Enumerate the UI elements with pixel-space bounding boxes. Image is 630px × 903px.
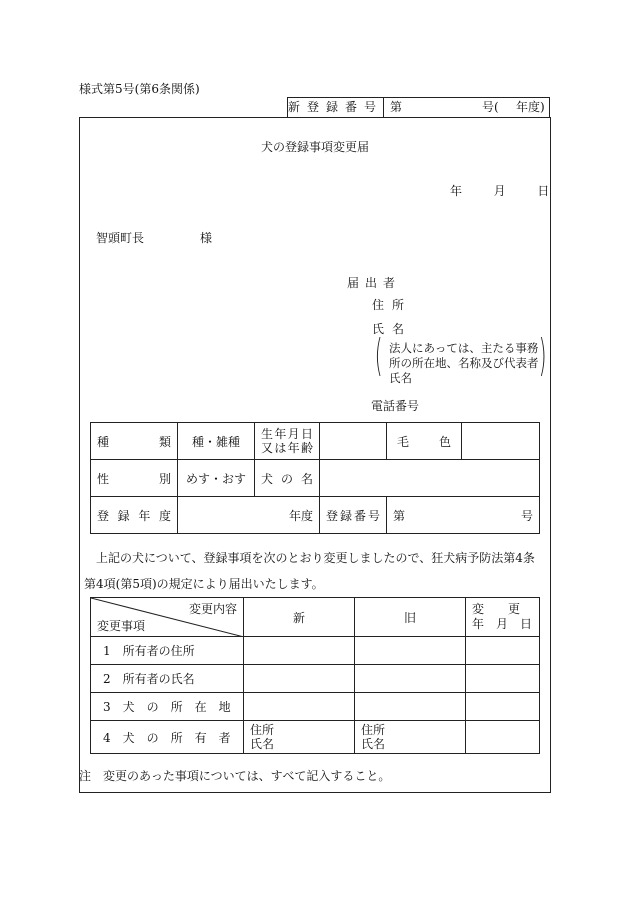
row4-date[interactable] <box>466 721 540 754</box>
registration-number-box <box>287 97 550 117</box>
addressee-name: 智頭町長 <box>96 231 145 245</box>
row2-new[interactable] <box>244 665 355 693</box>
row4-new-name-label: 氏名 <box>250 737 275 751</box>
col-date-line2: 年 月 日 <box>472 617 533 631</box>
footnote: 注 変更のあった事項については、すべて記入すること。 <box>79 769 391 783</box>
row3-new[interactable] <box>244 693 355 721</box>
applicant-address-label: 住所 <box>372 298 413 312</box>
row2-old[interactable] <box>355 665 466 693</box>
reg-year-label: 登録年度 <box>97 508 171 523</box>
birth-label-line1: 生年月日 <box>261 427 313 441</box>
declaration-paragraph: 上記の犬について、登録事項を次のとおり変更しましたので、狂犬病予防法第4条第4項(第5項)の規定により届出いたします。 <box>84 551 535 591</box>
sex-value[interactable]: めす・おす <box>178 460 255 497</box>
change-table <box>90 597 540 754</box>
birth-label-line2: 又は年齢 <box>261 441 313 455</box>
row-dog-owner: 4 犬 の 所 有 者 <box>91 721 244 754</box>
breed-value: 種・雑種 <box>178 423 255 460</box>
reg-year-suffix: 年度 <box>178 497 320 534</box>
row-dog-location: 3 犬 の 所 在 地 <box>91 693 244 721</box>
reg-no-dai: 第 <box>393 508 406 523</box>
row4-old-name-label: 氏名 <box>361 737 386 751</box>
phone-label: 電話番号 <box>371 399 420 413</box>
date-year: 年 <box>450 184 463 198</box>
registration-go: 号( <box>482 100 499 114</box>
row4-new[interactable] <box>244 721 355 754</box>
col-new-header: 新 <box>244 598 355 637</box>
registration-number-label: 新登録番号 <box>288 98 384 117</box>
document-title: 犬の登録事項変更届 <box>260 140 369 154</box>
applicant-name-label: 氏名 <box>372 322 413 336</box>
reg-no-go: 号 <box>520 508 533 523</box>
coat-value[interactable] <box>462 423 540 460</box>
row-owner-address: 1 所有者の住所 <box>91 637 244 665</box>
row1-old[interactable] <box>355 637 466 665</box>
row3-old[interactable] <box>355 693 466 721</box>
row1-new[interactable] <box>244 637 355 665</box>
row4-old[interactable] <box>355 721 466 754</box>
col-date-line1: 変 更 <box>472 602 521 616</box>
col-date-header <box>466 598 540 637</box>
registration-dai: 第 <box>390 100 403 114</box>
diag-top-label: 変更内容 <box>188 602 237 616</box>
row2-date[interactable] <box>466 665 540 693</box>
dog-name-label: 犬の名 <box>261 471 313 486</box>
birth-value[interactable] <box>320 423 387 460</box>
birth-label <box>255 423 320 460</box>
date-month: 月 <box>493 184 506 198</box>
row1-date[interactable] <box>466 637 540 665</box>
diag-bottom-label: 変更事項 <box>97 619 146 633</box>
date-day: 日 <box>537 184 550 198</box>
dog-name-value[interactable] <box>320 460 540 497</box>
dog-info-table <box>90 422 540 534</box>
row-owner-name: 2 所有者の氏名 <box>91 665 244 693</box>
registration-nendo: 年度) <box>516 100 545 114</box>
row4-new-address-label: 住所 <box>250 723 275 737</box>
form-number: 様式第5号(第6条関係) <box>79 82 200 96</box>
breed-label: 種類 <box>97 434 171 449</box>
col-old-header: 旧 <box>355 598 466 637</box>
applicant-label: 届出者 <box>347 276 402 290</box>
sex-label: 性別 <box>97 471 171 486</box>
corporate-note: 法人にあっては、主たる事務所の所在地、名称及び代表者氏名 <box>389 341 539 385</box>
reg-no-value[interactable] <box>387 497 540 534</box>
diagonal-header-cell <box>91 598 244 637</box>
date-line <box>450 182 549 199</box>
coat-label: 毛色 <box>397 434 451 449</box>
right-bracket: ) <box>538 330 547 381</box>
left-bracket: ( <box>374 330 383 381</box>
row4-old-address-label: 住所 <box>361 723 386 737</box>
reg-no-label: 登録番号 <box>326 508 380 523</box>
addressee-honorific: 様 <box>200 231 213 245</box>
row3-date[interactable] <box>466 693 540 721</box>
